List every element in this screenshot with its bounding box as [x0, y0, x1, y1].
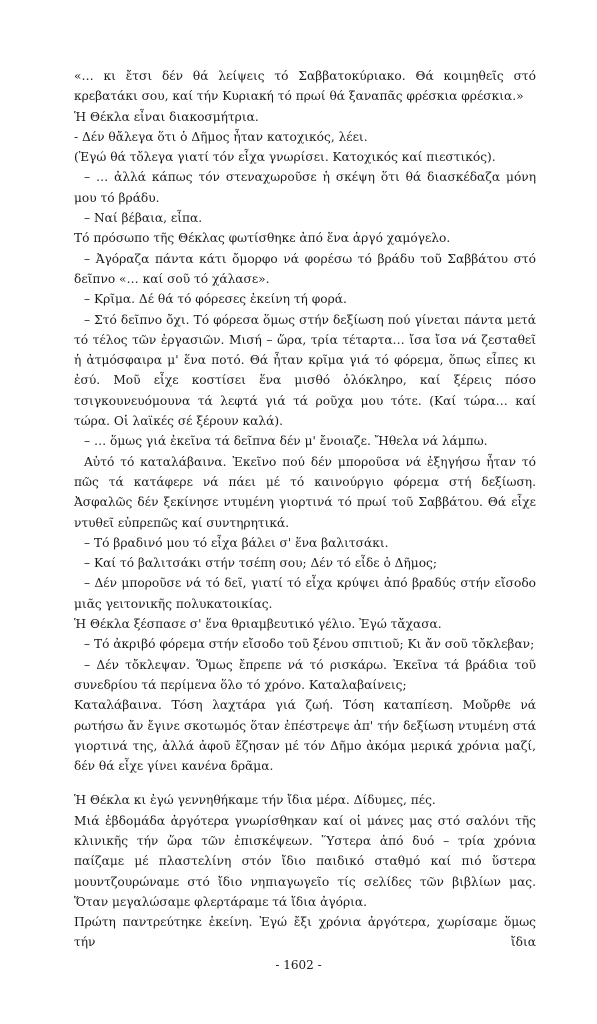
paragraph: – Ἀγόραζα πάντα κάτι ὄμορφο νά φορέσω τό βράδυ τοῦ Σαββάτου στό δεῖπνο «… καί σοῦ τό χάλασε». [74, 251, 536, 286]
paragraph: «… κι ἔτσι δέν θά λείψεις τό Σαββατοκύριακο. Θά κοιμηθεῖς στό κρεβατάκι σου, καί τήν Κυριακή τό πρωί θά ξαναπᾶς φρέσκια φρέσκια.» [74, 69, 536, 104]
paragraph: – Τό ἀκριβό φόρεμα στήν εἴσοδο τοῦ ξένου σπιτιοῦ; Κι ἄν σοῦ τὄκλεβαν; [84, 637, 535, 652]
paragraph: – Στό δεῖπνο ὄχι. Τό φόρεσα ὅμως στήν δεξίωση πού γίνεται πάντα μετά τό τέλος τῶν ἐργασιῶν. Μισή – ὥρα, τρία τέταρτα… ἴσα ἴσα νά ζεσταθεῖ ἡ ἀτμόσφαιρα μ' ἕνα ποτό. Θά ἦταν κρῖμα γιά τό φόρεμα, ὅπως εἶπες κι ἐσύ. Μοῦ εἶχε κοστίσει ἕνα μισθό ὁλόκληρο, καί ξέρεις πόσο τσιγκουνευόμουνα τά λεφτά γιά τά ροῦχα μου τότε. (Καί τώρα… καί τώρα. Οἱ λαϊκές σέ ξέρουν καλά). [74, 312, 536, 429]
paragraph: – Ναί βέβαια, εἶπα. [84, 211, 203, 226]
paragraph: Καταλάβαινα. Τόση λαχτάρα γιά ζωή. Τόση καταπίεση. Μοὔρθε νά ρωτήσω ἄν ἔγινε σκοτωμός ὅταν ἐπέστρεψε ἀπ' τήν δεξίωση ντυμένη στά γιορτινά της, ἀλλά ἀφοῦ ἔζησαν μέ τόν Δῆμο ἀκόμα μερικά χρόνια μαζί, δέν θά εἶχε γίνει κανένα δρᾶμα. [74, 698, 536, 774]
paragraph: Πρώτη παντρεύτηκε ἐκείνη. Ἐγώ ἔξι χρόνια ἀργότερα, χωρίσαμε ὅμως τήν ἴδια [74, 915, 536, 950]
paragraph: Ἡ Θέκλα εἶναι διακοσμήτρια. [74, 109, 259, 124]
paragraph: – Κρῖμα. Δέ θά τό φόρεσες ἐκείνη τή φορά. [84, 292, 347, 307]
paragraph: - Δέν θἄλεγα ὅτι ὁ Δῆμος ἦταν κατοχικός, λέει. [74, 129, 368, 144]
paragraph: – Τό βραδινό μου τό εἶχα βάλει σ' ἕνα βαλιτσάκι. [84, 535, 389, 550]
paragraph: – … ἀλλά κάπως τόν στεναχωροῦσε ἡ σκέψη ὅτι θά διασκέδαζα μόνη μου τό βράδυ. [74, 170, 536, 205]
paragraph: Μιά ἑβδομάδα ἀργότερα γνωρίσθηκαν καί οἱ μάνες μας στό σαλόνι τῆς κλινικῆς τήν ὥρα τῶν ἐπισκέψεων. Ὕστερα ἀπό δυό – τρία χρόνια παίζαμε μέ πλαστελίνη στόν ἴδιο παιδικό σταθμό καί πιό ὕστερα μουντζουρώναμε στό ἴδιο νηπιαγωγεῖο τίς σελίδες τῶν βιβλίων μας. Ὅταν μεγαλώσαμε φλερτάραμε τά ἴδια ἀγόρια. [74, 813, 536, 909]
paragraph: Τό πρόσωπο τῆς Θέκλας φωτίσθηκε ἀπό ἕνα ἀργό χαμόγελο. [74, 231, 451, 246]
paragraph: – Δέν τὄκλεψαν. Ὅμως ἔπρεπε νά τό ρισκάρω. Ἐκεῖνα τά βράδια τοῦ συνεδρίου τά περίμενα ὅλο τό χρόνο. Καταλαβαίνεις; [74, 657, 536, 692]
paragraph: (Ἐγώ θά τὄλεγα γιατί τόν εἶχα γνωρίσει. Κατοχικός καί πιεστικός). [74, 150, 496, 165]
page-text [74, 66, 536, 953]
paragraph: Ἡ Θέκλα κι ἐγώ γεννηθήκαμε τήν ἴδια μέρα. Δίδυμες, πές. [74, 793, 436, 808]
paragraph: Αὐτό τό καταλάβαινα. Ἐκεῖνο πού δέν μποροῦσα νά ἐξηγήσω ἦταν τό πῶς τά κατάφερε νά πάει μέ τό καινούργιο φόρεμα στή δεξίωση. Ἀσφαλῶς δέν ξεκίνησε ντυμένη γιορτινά τό πρωί τοῦ Σαββάτου. Θά εἶχε ντυθεῖ εὐπρεπῶς καί συντηρητικά. [74, 454, 536, 530]
paragraph: – Δέν μποροῦσε νά τό δεῖ, γιατί τό εἶχα κρύψει ἀπό βραδύς στήν εἴσοδο μιᾶς γειτονικῆς πολυκατοικίας. [74, 576, 536, 611]
page-number: - 1602 - [275, 958, 322, 972]
paragraph: – Καί τό βαλιτσάκι στήν τσέπη σου; Δέν τό εἶδε ὁ Δῆμος; [84, 556, 437, 571]
paragraph: – … ὅμως γιά ἐκεῖνα τά δεῖπνα δέν μ' ἔνοιαζε. Ἤθελα νά λάμπω. [84, 434, 488, 449]
paragraph: Ἡ Θέκλα ξέσπασε σ' ἕνα θριαμβευτικό γέλιο. Ἐγώ τἄχασα. [74, 617, 442, 632]
